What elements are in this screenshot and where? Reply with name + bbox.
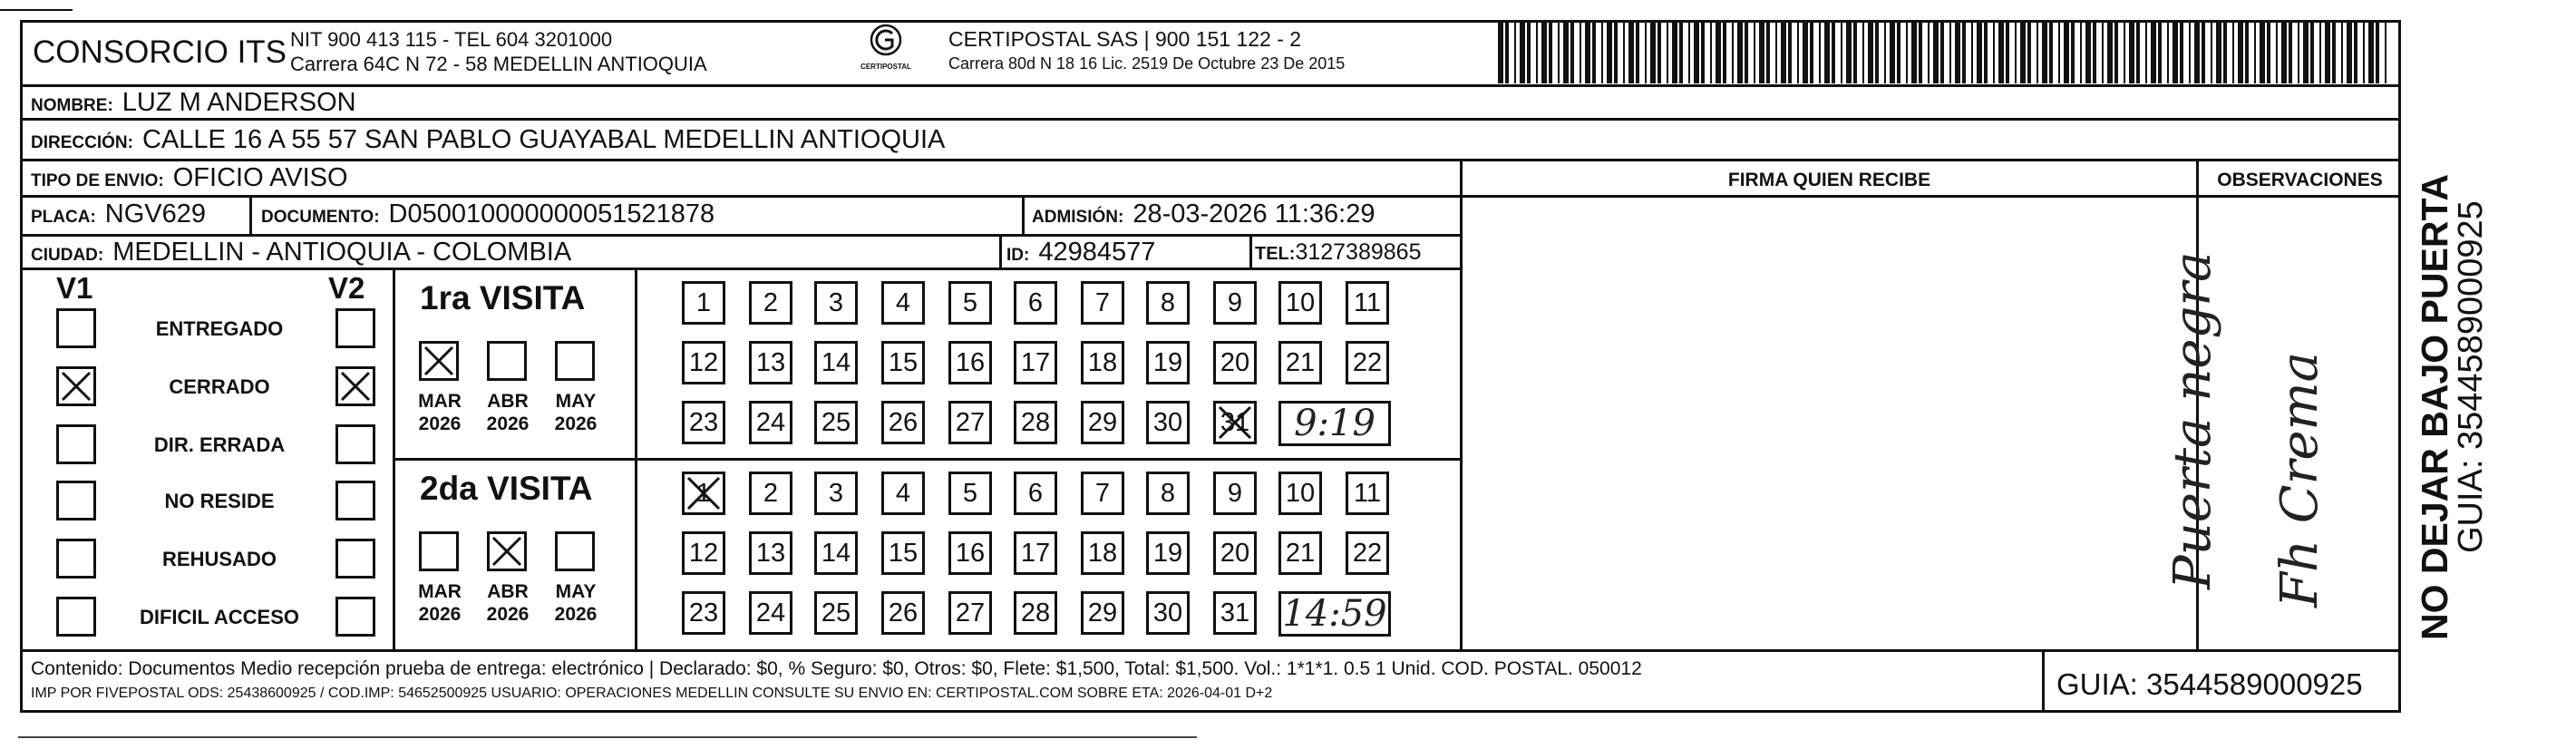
barcode-bar bbox=[1781, 20, 1786, 83]
side-guia: GUIA: 3544589000925 bbox=[2452, 200, 2490, 553]
barcode-bar bbox=[1897, 20, 1900, 83]
admision-label: ADMISIÓN: bbox=[1032, 208, 1124, 227]
barcode-bar bbox=[2167, 20, 2169, 83]
month-checkbox[interactable] bbox=[419, 531, 459, 571]
direccion-label: DIRECCIÓN: bbox=[31, 133, 133, 152]
barcode-bar bbox=[2332, 20, 2336, 83]
barcode-bar bbox=[2124, 20, 2125, 83]
status-label: DIR. ERRADA bbox=[153, 433, 286, 456]
day-box[interactable]: 9 bbox=[1213, 281, 1257, 325]
id-label: ID: bbox=[1006, 246, 1030, 265]
day-box[interactable]: 15 bbox=[881, 531, 925, 575]
barcode-bar bbox=[1775, 20, 1777, 83]
barcode-bar bbox=[2363, 20, 2365, 83]
barcode-bar bbox=[2145, 20, 2147, 83]
barcode-bar bbox=[1919, 20, 1922, 83]
barcode-bar bbox=[1906, 20, 1908, 83]
barcode-bar bbox=[2238, 20, 2243, 83]
barcode-bar bbox=[2232, 20, 2234, 83]
ciudad-value: MEDELLIN - ANTIOQUIA - COLOMBIA bbox=[112, 238, 572, 267]
day-box[interactable]: 24 bbox=[749, 591, 792, 635]
status-label: CERRADO bbox=[169, 375, 270, 398]
barcode-bar bbox=[2158, 20, 2162, 83]
day-box[interactable]: 9 bbox=[1213, 472, 1257, 515]
barcode-bar bbox=[2254, 20, 2256, 83]
month-name: ABR bbox=[487, 581, 529, 602]
barcode-bar bbox=[2267, 20, 2270, 83]
tipo-envio-label: TIPO DE ENVIO: bbox=[31, 171, 164, 190]
barcode-bar bbox=[2354, 20, 2357, 83]
barcode-bar bbox=[2058, 20, 2060, 83]
certipostal-logo-icon bbox=[868, 22, 904, 58]
delivery-form bbox=[20, 20, 2401, 713]
day-box[interactable]: 11 bbox=[1346, 281, 1389, 325]
month-name: MAR bbox=[418, 391, 462, 412]
day-box[interactable]: 18 bbox=[1081, 531, 1124, 575]
barcode-bar bbox=[2325, 20, 2330, 83]
barcode-bar bbox=[1949, 20, 1951, 83]
day-box[interactable]: 5 bbox=[948, 281, 992, 325]
month-label bbox=[544, 580, 608, 626]
barcode-bar bbox=[1998, 20, 2004, 83]
visit-title: 2da VISITA bbox=[420, 470, 593, 507]
barcode-bar bbox=[2281, 20, 2287, 83]
barcode-bar bbox=[2020, 20, 2026, 83]
day-box[interactable]: 8 bbox=[1146, 281, 1190, 325]
month-checkbox[interactable] bbox=[419, 341, 459, 381]
barcode-bar bbox=[1862, 20, 1864, 83]
observaciones-header: OBSERVACIONES bbox=[2217, 170, 2383, 190]
status-label: NO RESIDE bbox=[164, 490, 275, 512]
barcode-bar bbox=[2245, 20, 2249, 83]
month-year: 2026 bbox=[418, 604, 462, 625]
month-checkbox[interactable] bbox=[487, 341, 527, 381]
barcode-bar bbox=[2151, 20, 2156, 83]
barcode-bar bbox=[2129, 20, 2134, 83]
ciudad-label: CIUDAD: bbox=[31, 246, 104, 265]
month-name: ABR bbox=[487, 391, 529, 412]
day-box[interactable]: 31 bbox=[1213, 401, 1257, 444]
observaciones-note-2: Fh Crema bbox=[2270, 352, 2329, 608]
barcode-bar bbox=[2289, 20, 2292, 83]
day-box[interactable]: 26 bbox=[881, 591, 925, 635]
documento-value: D050010000000051521878 bbox=[388, 199, 715, 229]
day-box[interactable]: 31 bbox=[1213, 591, 1257, 635]
barcode-bar bbox=[1984, 20, 1988, 83]
day-box[interactable]: 13 bbox=[749, 531, 792, 575]
barcode-bar bbox=[1650, 20, 1656, 83]
month-checkbox[interactable] bbox=[555, 531, 595, 571]
side-warning: NO DEJAR BAJO PUERTA bbox=[2414, 173, 2455, 640]
v2-checkbox[interactable] bbox=[335, 424, 375, 464]
barcode-bar bbox=[1832, 20, 1835, 83]
courier-name: CERTIPOSTAL SAS | 900 151 122 - 2 bbox=[948, 27, 1302, 51]
barcode-bar bbox=[1679, 20, 1683, 83]
barcode-bar bbox=[2211, 20, 2212, 83]
barcode-bar bbox=[1962, 20, 1966, 83]
barcode-bar bbox=[2223, 20, 2227, 83]
barcode-bar bbox=[1846, 20, 1852, 83]
month-name: MAY bbox=[555, 581, 597, 602]
day-box[interactable]: 21 bbox=[1278, 531, 1322, 575]
barcode-bar bbox=[2298, 20, 2299, 83]
barcode-bar bbox=[1570, 20, 1574, 83]
barcode-bar bbox=[1884, 20, 1886, 83]
month-checkbox[interactable] bbox=[555, 341, 595, 381]
month-label bbox=[408, 390, 471, 435]
day-box[interactable]: 17 bbox=[1014, 531, 1057, 575]
day-box[interactable]: 27 bbox=[948, 401, 992, 444]
day-box[interactable]: 14 bbox=[814, 531, 858, 575]
scan-edge-mark bbox=[0, 9, 73, 11]
day-box[interactable]: 12 bbox=[682, 531, 725, 575]
day-box[interactable]: 28 bbox=[1014, 591, 1057, 635]
barcode-bar bbox=[1824, 20, 1830, 83]
barcode-bar bbox=[1933, 20, 1939, 83]
v2-checkbox[interactable] bbox=[335, 366, 375, 406]
barcode-bar bbox=[1890, 20, 1895, 83]
day-box[interactable]: 10 bbox=[1278, 472, 1322, 515]
barcode-bar bbox=[2114, 20, 2118, 83]
month-name: MAY bbox=[555, 391, 597, 412]
barcode-bar bbox=[1766, 20, 1770, 83]
barcode-bar bbox=[2385, 20, 2386, 83]
month-year: 2026 bbox=[486, 413, 530, 434]
v1-checkbox[interactable] bbox=[56, 424, 96, 464]
day-box[interactable]: 6 bbox=[1014, 472, 1057, 515]
day-box[interactable]: 11 bbox=[1346, 472, 1389, 515]
v1-checkbox[interactable] bbox=[56, 539, 96, 579]
barcode-bar bbox=[1875, 20, 1879, 83]
barcode-bar bbox=[2042, 20, 2047, 83]
month-year: 2026 bbox=[554, 413, 598, 434]
barcode-bar bbox=[1841, 20, 1842, 83]
barcode-bar bbox=[2093, 20, 2096, 83]
certipostal-logo-text: CERTIPOSTAL bbox=[860, 63, 911, 71]
barcode-bar bbox=[1601, 20, 1603, 83]
day-box[interactable]: 28 bbox=[1014, 401, 1057, 444]
direccion-value: CALLE 16 A 55 57 SAN PABLO GUAYABAL MEDELLIN ANTIOQUIA bbox=[141, 125, 946, 154]
barcode-bar bbox=[1977, 20, 1982, 83]
barcode-bar bbox=[1955, 20, 1960, 83]
v2-checkbox[interactable] bbox=[335, 597, 375, 637]
month-label bbox=[544, 390, 608, 435]
v1-checkbox[interactable] bbox=[56, 481, 96, 520]
v1-checkbox[interactable] bbox=[56, 366, 96, 406]
barcode-bar bbox=[1645, 20, 1647, 83]
observaciones-note-1: Puerta negra bbox=[2163, 251, 2222, 589]
barcode-bar bbox=[1701, 20, 1705, 83]
barcode-bar bbox=[2064, 20, 2069, 83]
day-box[interactable]: 6 bbox=[1014, 281, 1057, 325]
v1-header: V1 bbox=[56, 271, 93, 305]
barcode-bar bbox=[2216, 20, 2221, 83]
day-box[interactable]: 3 bbox=[814, 281, 858, 325]
day-box[interactable]: 22 bbox=[1346, 531, 1389, 575]
barcode-bar bbox=[2319, 20, 2321, 83]
barcode-bar bbox=[1636, 20, 1639, 83]
barcode-bar bbox=[1520, 20, 1525, 83]
barcode-bar bbox=[2189, 20, 2191, 83]
placa-label: PLACA: bbox=[31, 208, 96, 227]
v1-checkbox[interactable] bbox=[56, 308, 96, 348]
day-box[interactable]: 8 bbox=[1146, 472, 1190, 515]
month-label bbox=[476, 390, 540, 435]
barcode-bar bbox=[2202, 20, 2205, 83]
barcode-bar bbox=[1810, 20, 1813, 83]
barcode-bar bbox=[2036, 20, 2038, 83]
barcode-bar bbox=[1745, 20, 1748, 83]
barcode-bar bbox=[1971, 20, 1973, 83]
barcode-bar bbox=[1549, 20, 1552, 83]
day-box[interactable]: 2 bbox=[749, 472, 792, 515]
month-label bbox=[408, 580, 471, 626]
day-box[interactable]: 23 bbox=[682, 591, 725, 635]
scan-edge-mark bbox=[18, 736, 1197, 738]
month-label bbox=[476, 580, 540, 626]
day-box[interactable]: 7 bbox=[1081, 472, 1124, 515]
barcode-bar bbox=[1514, 20, 1516, 83]
nombre-label: NOMBRE: bbox=[31, 96, 113, 115]
day-box[interactable]: 16 bbox=[948, 531, 992, 575]
barcode-bar bbox=[2136, 20, 2140, 83]
v2-header: V2 bbox=[328, 271, 365, 305]
barcode-bar bbox=[1993, 20, 1995, 83]
status-label: REHUSADO bbox=[162, 548, 277, 570]
footer-line-1: Contenido: Documentos Medio recepción prueba de entrega: electrónico | Declarado: $0, % Seguro: $0, Otros: $0, Flete: $1,500, Total: $1,500. Vol.: 1*1*1. 0.5 1 Unid. COD. POSTAL. 050012 bbox=[31, 658, 1642, 679]
status-label: DIFICIL ACCESO bbox=[139, 606, 299, 628]
barcode-bar bbox=[1536, 20, 1538, 83]
barcode-bar bbox=[2102, 20, 2104, 83]
barcode-bar bbox=[1803, 20, 1808, 83]
day-box[interactable]: 19 bbox=[1146, 531, 1190, 575]
day-box[interactable]: 27 bbox=[948, 591, 992, 635]
day-box[interactable]: 30 bbox=[1146, 401, 1190, 444]
day-box[interactable]: 18 bbox=[1081, 341, 1124, 384]
day-box[interactable]: 1 bbox=[682, 281, 725, 325]
month-checkbox[interactable] bbox=[487, 531, 527, 571]
barcode-bar bbox=[1940, 20, 1944, 83]
v2-checkbox[interactable] bbox=[335, 481, 375, 520]
barcode-bar bbox=[1672, 20, 1677, 83]
nombre-value: LUZ M ANDERSON bbox=[122, 88, 356, 117]
day-box[interactable]: 22 bbox=[1346, 341, 1389, 384]
barcode-bar bbox=[1754, 20, 1755, 83]
day-box[interactable]: 21 bbox=[1278, 341, 1322, 384]
barcode-bar bbox=[2027, 20, 2031, 83]
day-box[interactable]: 2 bbox=[749, 281, 792, 325]
barcode-bar bbox=[2015, 20, 2017, 83]
barcode-bar bbox=[1498, 20, 1503, 83]
barcode-bar bbox=[2071, 20, 2075, 83]
day-box[interactable]: 20 bbox=[1213, 531, 1257, 575]
barcode-bar bbox=[1592, 20, 1596, 83]
month-year: 2026 bbox=[486, 604, 530, 625]
company-address: Carrera 64C N 72 - 58 MEDELLIN ANTIOQUIA bbox=[290, 53, 707, 75]
barcode-bar bbox=[2260, 20, 2265, 83]
tipo-envio-value: OFICIO AVISO bbox=[172, 163, 348, 192]
tel-value: 3127389865 bbox=[1295, 239, 1422, 265]
barcode-bar bbox=[2303, 20, 2309, 83]
barcode-bar bbox=[1928, 20, 1930, 83]
day-box[interactable]: 26 bbox=[881, 401, 925, 444]
barcode-bar bbox=[1788, 20, 1792, 83]
barcode-bar bbox=[1558, 20, 1560, 83]
v1-checkbox[interactable] bbox=[56, 597, 96, 637]
day-box[interactable]: 4 bbox=[881, 281, 925, 325]
company-name: CONSORCIO ITS bbox=[33, 34, 287, 70]
footer-line-2: IMP POR FIVEPOSTAL ODS: 25438600925 / COD.IMP: 54652500925 USUARIO: OPERACIONES MEDELLIN CONSULTE SU ENVIO EN: CERTIPOSTAL.COM SOBRE ETA: 2026-04-01 D+2 bbox=[31, 686, 1273, 701]
barcode-bar bbox=[1667, 20, 1668, 83]
month-year: 2026 bbox=[418, 413, 462, 434]
day-box[interactable]: 7 bbox=[1081, 281, 1124, 325]
company-nit: NIT 900 413 115 - TEL 604 3201000 bbox=[290, 28, 613, 51]
barcode-bar bbox=[1541, 20, 1547, 83]
month-year: 2026 bbox=[554, 604, 598, 625]
status-label: ENTREGADO bbox=[155, 317, 284, 340]
certipostal-logo bbox=[854, 22, 918, 76]
day-box[interactable]: 25 bbox=[814, 591, 858, 635]
barcode-bar bbox=[1710, 20, 1712, 83]
documento-label: DOCUMENTO: bbox=[261, 208, 380, 227]
barcode-bar bbox=[2006, 20, 2009, 83]
barcode-bar bbox=[1607, 20, 1612, 83]
day-box[interactable]: 15 bbox=[881, 341, 925, 384]
day-box[interactable]: 29 bbox=[1081, 591, 1124, 635]
day-box[interactable]: 30 bbox=[1146, 591, 1190, 635]
barcode-bar bbox=[1853, 20, 1857, 83]
admision-value: 28-03-2026 11:36:29 bbox=[1132, 199, 1375, 229]
id-value: 42984577 bbox=[1038, 238, 1156, 267]
footer-guia: GUIA: 3544589000925 bbox=[2056, 667, 2363, 701]
barcode-bar bbox=[2180, 20, 2183, 83]
barcode-bar bbox=[1819, 20, 1821, 83]
barcode-bar bbox=[1527, 20, 1531, 83]
courier-address: Carrera 80d N 18 16 Lic. 2519 De Octubre 23 De 2015 bbox=[948, 54, 1346, 73]
barcode-bar bbox=[1732, 20, 1734, 83]
visit-time: 14:59 bbox=[1278, 591, 1391, 637]
barcode-bar bbox=[2194, 20, 2200, 83]
barcode-bar bbox=[1657, 20, 1661, 83]
barcode bbox=[1498, 20, 2394, 83]
barcode-bar bbox=[2341, 20, 2343, 83]
barcode-bar bbox=[1716, 20, 1721, 83]
barcode-bar bbox=[1623, 20, 1625, 83]
day-box[interactable]: 3 bbox=[814, 472, 858, 515]
day-box[interactable]: 5 bbox=[948, 472, 992, 515]
barcode-bar bbox=[2347, 20, 2352, 83]
day-box[interactable]: 24 bbox=[749, 401, 792, 444]
barcode-bar bbox=[2080, 20, 2082, 83]
day-box[interactable]: 16 bbox=[948, 341, 992, 384]
barcode-bar bbox=[1723, 20, 1726, 83]
day-box[interactable]: 17 bbox=[1014, 341, 1057, 384]
day-box[interactable]: 1 bbox=[682, 472, 725, 515]
barcode-bar bbox=[1868, 20, 1873, 83]
month-name: MAR bbox=[418, 581, 462, 602]
day-box[interactable]: 14 bbox=[814, 341, 858, 384]
placa-value: NGV629 bbox=[104, 199, 207, 229]
barcode-bar bbox=[2085, 20, 2091, 83]
day-box[interactable]: 19 bbox=[1146, 341, 1190, 384]
barcode-bar bbox=[2310, 20, 2314, 83]
barcode-bar bbox=[1797, 20, 1799, 83]
barcode-bar bbox=[1694, 20, 1699, 83]
barcode-bar bbox=[1614, 20, 1618, 83]
day-box[interactable]: 4 bbox=[881, 472, 925, 515]
barcode-bar bbox=[1737, 20, 1743, 83]
v2-checkbox[interactable] bbox=[335, 539, 375, 579]
barcode-bar bbox=[1759, 20, 1764, 83]
tel-label: TEL: bbox=[1255, 244, 1296, 264]
day-box[interactable]: 25 bbox=[814, 401, 858, 444]
barcode-bar bbox=[2276, 20, 2278, 83]
day-box[interactable]: 13 bbox=[749, 341, 792, 384]
day-box[interactable]: 20 bbox=[1213, 341, 1257, 384]
barcode-bar bbox=[1505, 20, 1509, 83]
barcode-bar bbox=[2376, 20, 2379, 83]
barcode-bar bbox=[2368, 20, 2374, 83]
barcode-bar bbox=[1580, 20, 1581, 83]
day-box[interactable]: 12 bbox=[682, 341, 725, 384]
barcode-bar bbox=[2049, 20, 2053, 83]
visit-time: 9:19 bbox=[1278, 401, 1391, 446]
barcode-bar bbox=[1585, 20, 1590, 83]
v2-checkbox[interactable] bbox=[335, 308, 375, 348]
barcode-bar bbox=[2107, 20, 2113, 83]
firma-header: FIRMA QUIEN RECIBE bbox=[1727, 170, 1931, 190]
barcode-bar bbox=[1688, 20, 1690, 83]
barcode-bar bbox=[1628, 20, 1634, 83]
day-box[interactable]: 23 bbox=[682, 401, 725, 444]
day-box[interactable]: 10 bbox=[1278, 281, 1322, 325]
day-box[interactable]: 29 bbox=[1081, 401, 1124, 444]
barcode-bar bbox=[2173, 20, 2178, 83]
barcode-bar bbox=[1911, 20, 1917, 83]
visit-title: 1ra VISITA bbox=[420, 279, 586, 316]
barcode-bar bbox=[1563, 20, 1569, 83]
